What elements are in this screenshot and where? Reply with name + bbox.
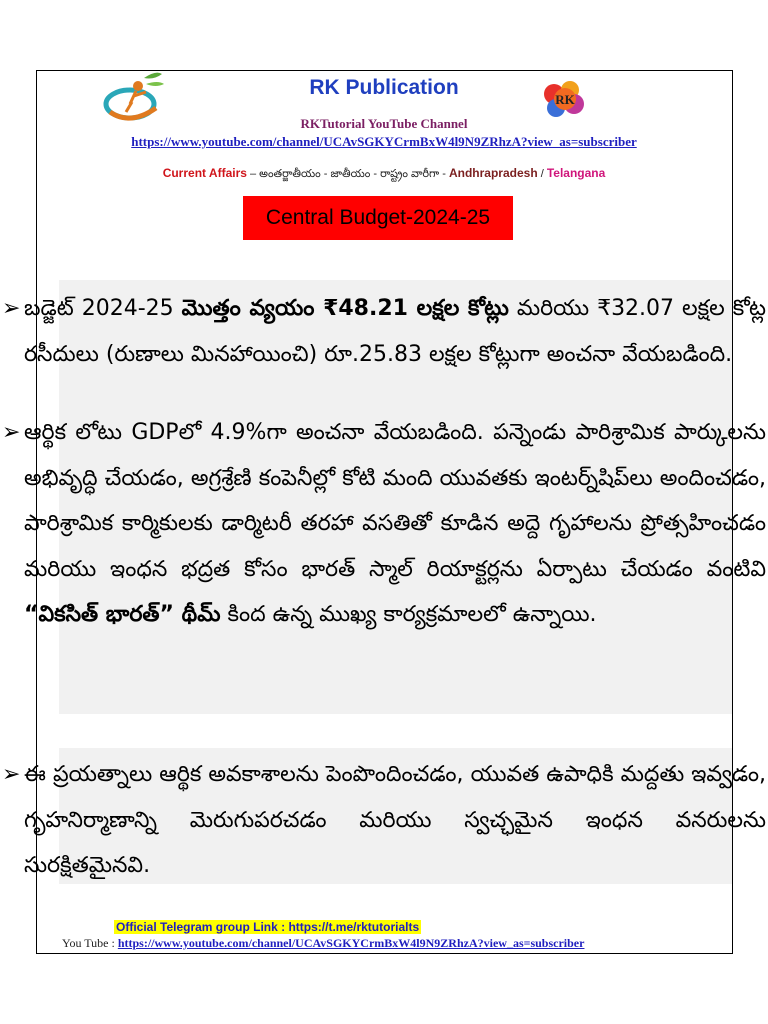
bullet-2-bold: “వికసిత్ భారత్” థీమ్ [24,602,221,627]
bullet-arrow-icon: ➢ [2,762,21,787]
bullet-2-text-a: ఆర్థిక లోటు GDPలో 4.9%గా అంచనా వేయబడింది. పన్నెండు పారిశ్రామిక పార్కులను అభివృద్ధి చేయడం, అగ్రశ్రేణి కంపెనీల్లో కోటి మంది యువతకు ఇంటర్న్‌షిప్‌లు అందించడం, పారిశ్రామిక కార్మికులకు డార్మిటరీ తరహా వసతితో కూడిన అద్దె గృహాలను ప్రోత్సహించడం మరియు ఇంధన భద్రత కోసం భారత్ స్మాల్ రియాక్టర్లను ఏర్పాటు చేయడం వంటివి [24,420,766,582]
state-andhrapradesh: Andhrapradesh [448,166,538,180]
channel-name: RKTutorial YouTube Channel [300,116,468,131]
youtube-footer-label: You Tube : [62,936,118,950]
bullet-1-bold: మొత్తం వ్యయం ₹48.21 లక్షల కోట్లు [181,296,509,321]
logo-right-label: RK [555,92,575,107]
page-title: Central Budget-2024-25 [243,196,513,240]
state-slash: / [537,168,547,180]
youtube-footer [62,936,584,951]
telegram-link[interactable]: Official Telegram group Link : https://t.me/rktutorialts [116,920,420,934]
bullet-2 [0,410,768,638]
bullet-arrow-icon: ➢ [2,420,21,445]
brand-name: RK Publication [309,76,459,99]
current-affairs-label: Current Affairs [162,166,247,180]
bullet-2-text-b: కింద ఉన్న ముఖ్య కార్యక్రమాలలో ఉన్నాయి. [220,602,597,627]
bullet-1 [0,286,768,377]
bullet-arrow-icon: ➢ [2,296,21,321]
youtube-link-top[interactable]: https://www.youtube.com/channel/UCAvSGKYCrmBxW4l9N9ZRhzA?view_as=subscriber [131,134,637,149]
bullet-1-text-b: మరియు ₹32.07 లక్షల కోట్ల రసీదులు (రుణాలు మినహాయించి) రూ.25.83 లక్షల కోట్లుగా అంచనా వేయబడింది. [24,296,766,367]
current-affairs-levels: అంతర్జాతీయం - జాతీయం - రాష్ట్రం వారీగా [259,168,440,180]
current-affairs-line [0,166,768,183]
bullet-3 [0,752,768,889]
current-affairs-dash: – [246,168,260,180]
bullet-1-text-a: బడ్జెట్ 2024-25 [24,296,182,321]
youtube-link-footer[interactable]: https://www.youtube.com/channel/UCAvSGKYCrmBxW4l9N9ZRhzA?view_as=subscriber [117,936,585,950]
current-affairs-sep: - [439,168,449,180]
state-telangana: Telangana [546,166,606,180]
bullet-3-text: ఈ ప్రయత్నాలు ఆర్థిక అవకాశాలను పెంపొందించడం, యువత ఉపాధికి మద్దతు ఇవ్వడం, గృహనిర్మాణాన్ని మెరుగుపరచడం మరియు స్వచ్ఛమైన ఇంధన వనరులను సురక్షితమైనవి. [24,762,766,878]
